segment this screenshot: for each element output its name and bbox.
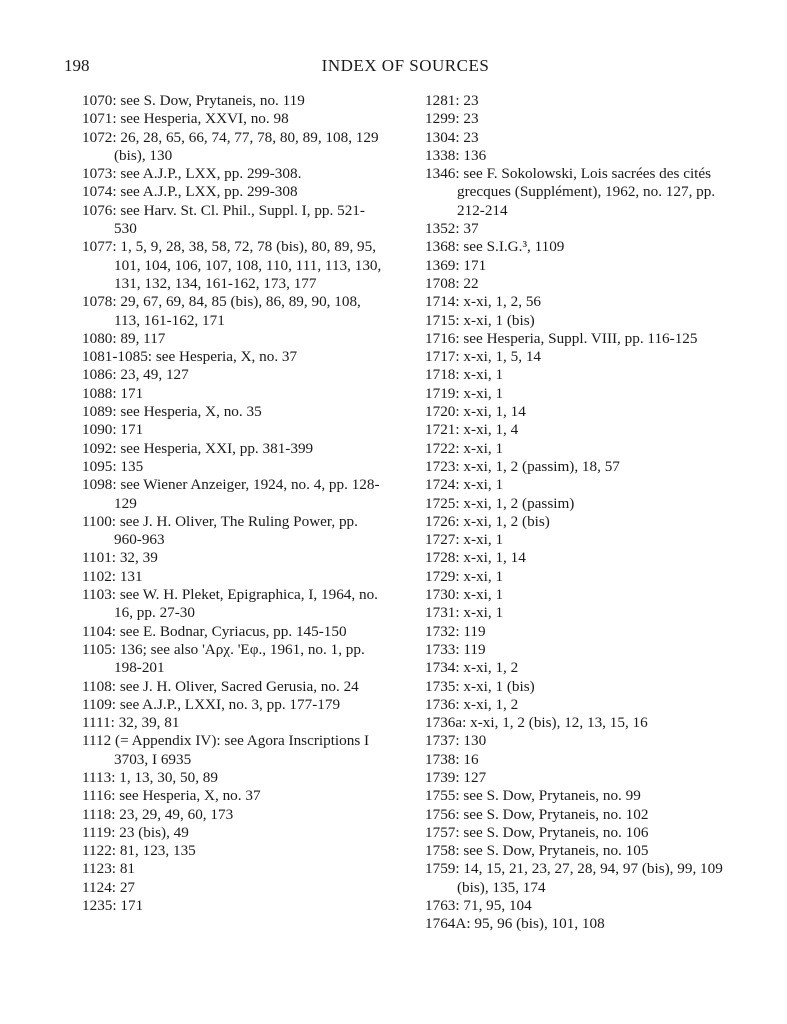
index-entry: 1714: x-xi, 1, 2, 56 [425, 293, 542, 311]
index-entry: 1109: see A.J.P., LXXI, no. 3, pp. 177-179 [82, 695, 341, 713]
index-entry: 1735: x-xi, 1 (bis) [425, 677, 535, 695]
index-entry: 1092: see Hesperia, XXI, pp. 381-399 [82, 439, 314, 457]
index-entry: 1102: 131 [82, 567, 143, 585]
index-entry: 1281: 23 [425, 92, 479, 109]
index-entry: 1726: x-xi, 1, 2 (bis) [425, 512, 550, 530]
index-entry: 1728: x-xi, 1, 14 [425, 549, 526, 567]
index-entry: 1369: 171 [425, 256, 487, 274]
index-entry: 1759: 14, 15, 21, 23, 27, 28, 94, 97 (bis), 99, 109 (bis), 135, 174 [425, 860, 723, 896]
index-entry: 1101: 32, 39 [82, 549, 158, 567]
index-entry: 1737: 130 [425, 732, 487, 750]
index-entry: 1352: 37 [425, 220, 479, 238]
index-entry: 1076: see Harv. St. Cl. Phil., Suppl. I, pp. 521-530 [82, 201, 365, 238]
index-entry: 1720: x-xi, 1, 14 [425, 403, 526, 421]
index-column-left [82, 92, 382, 915]
index-entry: 1708: 22 [425, 274, 479, 292]
index-entry: 1346: see F. Sokolowski, Lois sacrées des cités grecques (Supplément), 1962, no. 127, pp. 212-214 [425, 165, 716, 219]
index-entry: 1116: see Hesperia, X, no. 37 [82, 787, 261, 805]
index-entry: 1235: 171 [82, 897, 144, 915]
index-entry: 1733: 119 [425, 640, 486, 658]
index-entry: 1763: 71, 95, 104 [425, 897, 532, 915]
index-entry: 1727: x-xi, 1 [425, 531, 504, 549]
index-entry: 1718: x-xi, 1 [425, 366, 504, 384]
index-entry: 1299: 23 [425, 110, 479, 128]
index-entry: 1721: x-xi, 1, 4 [425, 421, 519, 439]
index-entry: 1722: x-xi, 1 [425, 439, 504, 457]
index-entry: 1756: see S. Dow, Prytaneis, no. 102 [425, 805, 649, 823]
index-entry: 1078: 29, 67, 69, 84, 85 (bis), 86, 89, 90, 108, 113, 161-162, 171 [82, 293, 361, 329]
index-entry: 1119: 23 (bis), 49 [82, 823, 189, 841]
index-entry: 1124: 27 [82, 878, 136, 896]
index-entry: 1368: see S.I.G.³, 1109 [425, 238, 565, 256]
index-entry: 1095: 135 [82, 457, 144, 475]
index-entry: 1089: see Hesperia, X, no. 35 [82, 403, 262, 421]
index-entry: 1098: see Wiener Anzeiger, 1924, no. 4, pp. 128-129 [82, 476, 380, 512]
index-entry: 1738: 16 [425, 750, 479, 768]
index-entry: 1734: x-xi, 1, 2 [425, 659, 519, 677]
index-entry: 1724: x-xi, 1 [425, 476, 504, 494]
index-entry: 1081-1085: see Hesperia, X, no. 37 [82, 348, 298, 366]
index-entry: 1103: see W. H. Pleket, Epigraphica, I, 1964, no. 16, pp. 27-30 [82, 586, 378, 622]
index-entry: 1123: 81 [82, 860, 136, 878]
index-entry: 1070: see S. Dow, Prytaneis, no. 119 [82, 92, 305, 109]
index-entry: 1755: see S. Dow, Prytaneis, no. 99 [425, 787, 641, 805]
index-entry: 1100: see J. H. Oliver, The Ruling Power, pp. 960-963 [82, 512, 358, 549]
index-column-right [425, 92, 735, 934]
index-entry: 1736: x-xi, 1, 2 [425, 695, 519, 713]
index-entry: 1111: 32, 39, 81 [82, 714, 180, 732]
index-entry: 1112 (= Appendix IV): see Agora Inscriptions I 3703, I 6935 [82, 732, 370, 768]
index-entry: 1113: 1, 13, 30, 50, 89 [82, 768, 218, 786]
index-entry: 1736a: x-xi, 1, 2 (bis), 12, 13, 15, 16 [425, 714, 648, 732]
page-number: 198 [64, 56, 90, 75]
index-entry: 1073: see A.J.P., LXX, pp. 299-308. [82, 165, 302, 183]
index-entry: 1108: see J. H. Oliver, Sacred Gerusia, no. 24 [82, 677, 359, 695]
index-entry: 1304: 23 [425, 128, 479, 146]
index-entry: 1715: x-xi, 1 (bis) [425, 311, 535, 329]
index-entry: 1732: 119 [425, 622, 486, 640]
index-entry: 1338: 136 [425, 146, 487, 164]
index-entry: 1730: x-xi, 1 [425, 586, 504, 604]
running-head: INDEX OF SOURCES [321, 56, 490, 75]
index-entry: 1725: x-xi, 1, 2 (passim) [425, 494, 575, 512]
index-entry: 1118: 23, 29, 49, 60, 173 [82, 805, 234, 823]
index-entry: 1090: 171 [82, 421, 144, 439]
index-entry: 1723: x-xi, 1, 2 (passim), 18, 57 [425, 457, 620, 475]
index-entry: 1717: x-xi, 1, 5, 14 [425, 348, 542, 366]
index-entry: 1104: see E. Bodnar, Cyriacus, pp. 145-150 [82, 622, 347, 640]
index-entry: 1731: x-xi, 1 [425, 604, 504, 622]
index-entry: 1729: x-xi, 1 [425, 567, 504, 585]
index-entry: 1757: see S. Dow, Prytaneis, no. 106 [425, 823, 649, 841]
index-entry: 1719: x-xi, 1 [425, 384, 504, 402]
index-entry: 1086: 23, 49, 127 [82, 366, 189, 384]
index-entry: 1072: 26, 28, 65, 66, 74, 77, 78, 80, 89, 108, 129 (bis), 130 [82, 128, 379, 164]
index-entry: 1071: see Hesperia, XXVI, no. 98 [82, 110, 289, 128]
index-entry: 1074: see A.J.P., LXX, pp. 299-308 [82, 183, 298, 201]
index-entry: 1105: 136; see also 'Αρχ. 'Εφ., 1961, no. 1, pp. 198-201 [82, 640, 365, 677]
index-entry: 1122: 81, 123, 135 [82, 842, 196, 860]
index-entry: 1077: 1, 5, 9, 28, 38, 58, 72, 78 (bis), 80, 89, 95, 101, 104, 106, 107, 108, 110, 111, 113, 130, 131, 132, 134, 161-162, 173, 177 [82, 238, 382, 292]
index-entry: 1739: 127 [425, 768, 487, 786]
index-entry: 1758: see S. Dow, Prytaneis, no. 105 [425, 842, 649, 860]
index-entry: 1716: see Hesperia, Suppl. VIII, pp. 116-125 [425, 329, 698, 347]
index-entry: 1764A: 95, 96 (bis), 101, 108 [425, 915, 605, 933]
index-entry: 1088: 171 [82, 384, 144, 402]
index-entry: 1080: 89, 117 [82, 329, 166, 347]
